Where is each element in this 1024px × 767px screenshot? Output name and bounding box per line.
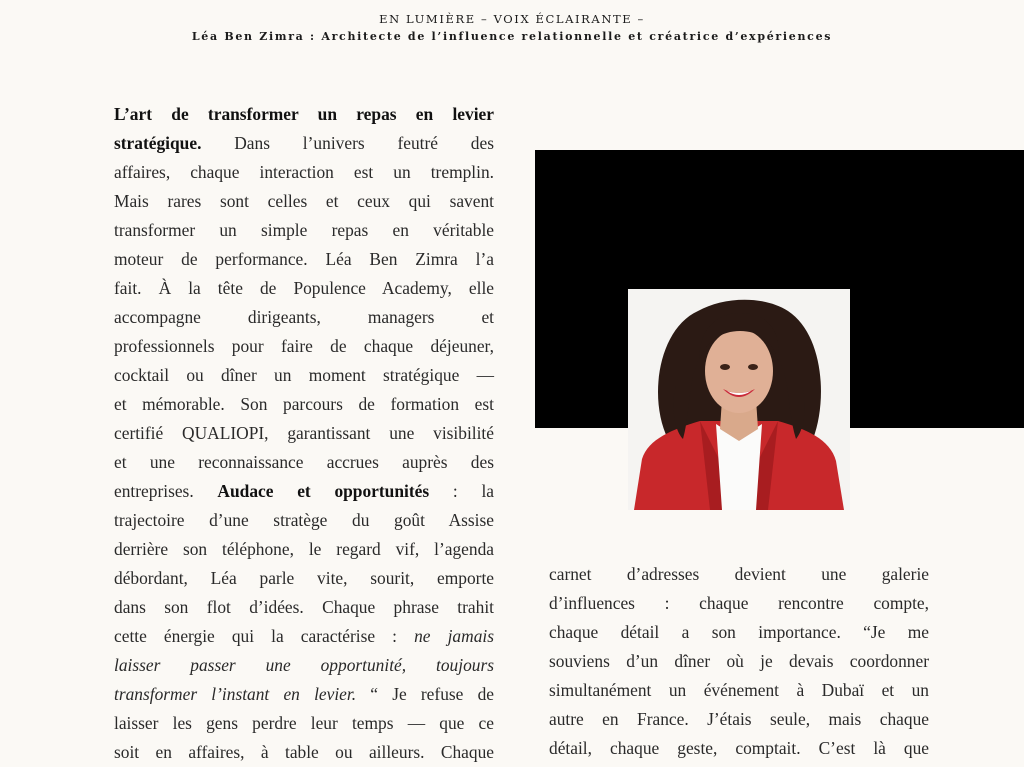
text-line: trajectoire d’une stratège du goût Assise [114,510,494,530]
article-right-column [549,560,929,763]
portrait-illustration [628,289,850,510]
text-line: simultanément un événement à Dubaï et un [549,680,929,700]
text-line: cocktail ou dîner un moment stratégique — [114,365,494,385]
text-line: affaires, chaque interaction est un tremplin. [114,162,494,182]
text-line: laisser passer une opportunité, toujours [114,655,494,675]
text-line: derrière son téléphone, le regard vif, l’agenda [114,539,494,559]
text-line: d’influences : chaque rencontre compte, [549,593,929,613]
text-line: entreprises. Audace et opportunités : la [114,481,494,501]
article-header [0,10,1024,46]
section-kicker: EN LUMIÈRE – VOIX ÉCLAIRANTE – [379,12,645,26]
text-line: fait. À la tête de Populence Academy, elle [114,278,494,298]
text-line: détail, chaque geste, comptait. C’est là que [549,738,929,758]
text-line: souviens d’un dîner où je devais coordonner [549,651,929,671]
text-line: moteur de performance. Léa Ben Zimra l’a [114,249,494,269]
text-line: Mais rares sont celles et ceux qui savent [114,191,494,211]
text-line: transformer l’instant en levier. “ Je refuse de [114,684,494,704]
portrait-photo [628,289,850,510]
text-line: autre en France. J’étais seule, mais chaque [549,709,929,729]
text-line: laisser les gens perdre leur temps — que ce [114,713,494,733]
text-line: L’art de transformer un repas en levier [114,104,494,124]
text-line: certifié QUALIOPI, garantissant une visibilité [114,423,494,443]
text-line: transformer un simple repas en véritable [114,220,494,240]
text-line: stratégique. Dans l’univers feutré des [114,133,494,153]
text-line: dans son flot d’idées. Chaque phrase trahit [114,597,494,617]
article-left-column [114,100,494,767]
text-line: et mémorable. Son parcours de formation est [114,394,494,414]
text-line: accompagne dirigeants, managers et [114,307,494,327]
text-line: chaque détail a son importance. “Je me [549,622,929,642]
text-line: débordant, Léa parle vite, sourit, emporte [114,568,494,588]
article-subtitle: Léa Ben Zimra : Architecte de l’influence relationnelle et créatrice d’expériences [191,30,833,43]
text-line: professionnels pour faire de chaque déjeuner, [114,336,494,356]
text-line: soit en affaires, à table ou ailleurs. Chaque [114,742,494,762]
text-line: cette énergie qui la caractérise : ne jamais [114,626,494,646]
text-line: carnet d’adresses devient une galerie [549,564,929,584]
text-line: et une reconnaissance accrues auprès des [114,452,494,472]
